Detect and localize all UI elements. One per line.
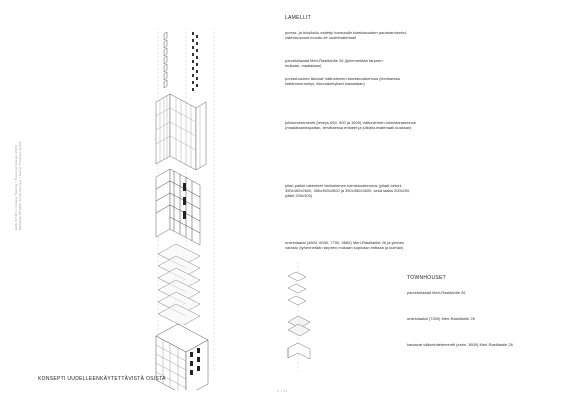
townhouse-stage-walls <box>284 340 314 370</box>
axonometric-stage-elements <box>150 88 220 173</box>
townhouse-stage-slabs <box>284 312 314 342</box>
axonometric-stage-slabs <box>150 240 220 325</box>
page-number: 3 / 11 <box>277 389 288 393</box>
townhouset-note-1: parvekelaatat Meri-Rastilantie 26 <box>407 290 466 295</box>
lamellit-note-2: porrashuonee ikkunat Vattuniemen toimistorakennus (tervitaessa liottämmennetys, ikkunakehykset maalataan) <box>285 76 400 87</box>
concept-caption: KONSEPTI UUDELLEENKÄYTETTÄVISTÄ OSISTA <box>38 376 166 382</box>
lamellit-intro: porras- ja hissikuilu esitetty harmaalla kuettaisuuden parantamiseksi, rakennusosat muuttu ite uudelmateriaali <box>285 30 407 41</box>
townhouse-stage-balconies <box>284 268 314 318</box>
meta-line-2: DESIGN PHASE: Final Review / Kaisa Yliopisto Etelä <box>18 141 22 230</box>
lamellit-note-1: parvekelaatat Meri-Rastilantie 26 (tyhennetään tarpeen mukaan, maalataan) <box>285 58 383 69</box>
townhouset-note-3: kantavat väliseinäelementit (esim. 3600) Meri-Rastilantie 26 <box>407 342 513 347</box>
meta-line-1: ARK-O7401 / Aniara Halling / Housing Design 2023 <box>14 145 18 230</box>
lamellit-note-3: julkisivuelementit (leveys 650, 900 ja 1600) Vattuniemen toimistorakennus (maalataanhapaitan, tervittaessa eristeet ja julkisivumateriaali uusitaan) <box>285 120 416 131</box>
lamellit-note-4: pilari-palkki rakenteet Vattuniemen toimistorakennus (pilarit betoni 350x450x2600, 350x350x2600 ja 350x350x3600, sekä laatta 200x200, pälkit 200x300) <box>285 183 411 199</box>
axonometric-stage-frame <box>150 163 220 248</box>
townhouset-note-2: ontelolaatat (7300) Meri-Rastilantie 26 <box>407 316 475 321</box>
lamellit-heading: LAMELLIT <box>285 15 312 21</box>
townhouset-heading: TOWNHOUSET <box>407 275 447 281</box>
lamellit-note-5: ontelolaatat (4800, 6000, 7700, 9660) Meri-Rastilantie 26 ja yleinen varasto (tyhennetään tarpeen mukaan sopivaan mittaan ja kulman) <box>285 240 405 251</box>
